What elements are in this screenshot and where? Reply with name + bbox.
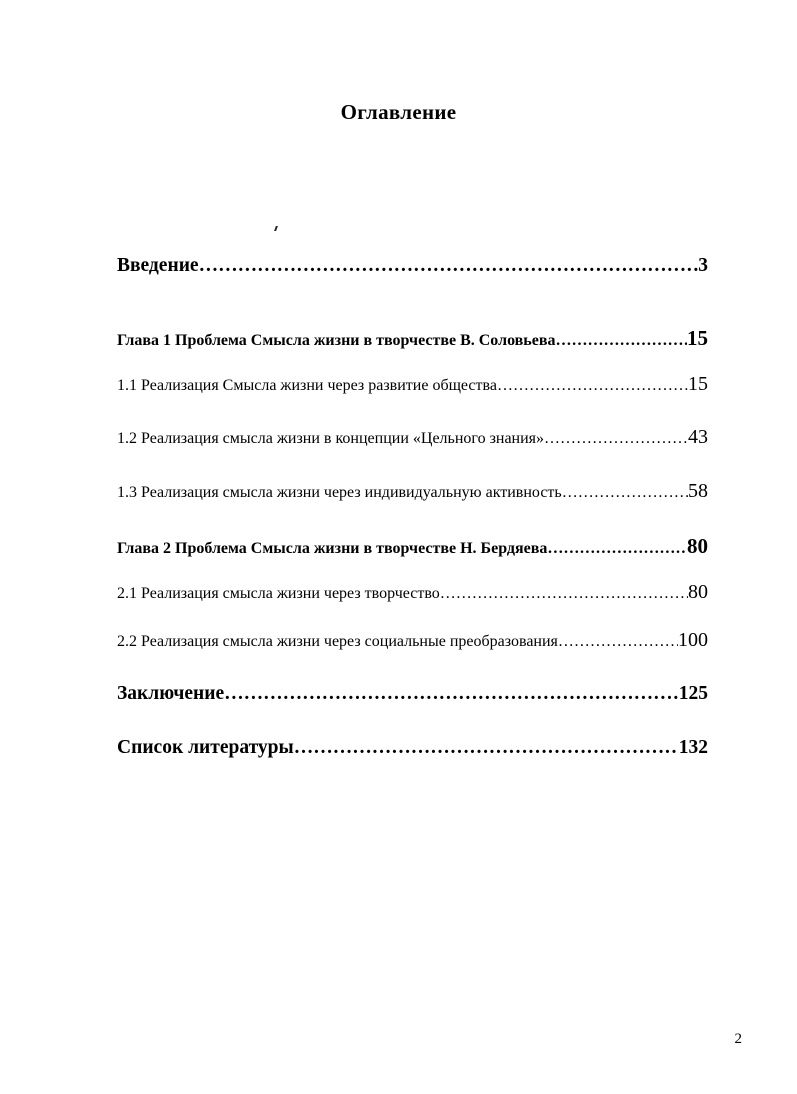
toc-entry-page: 132: [678, 737, 708, 758]
toc-entry-label: Глава 1 Проблема Смысла жизни в творчестве В. Соловьева: [117, 332, 556, 349]
toc-entry-page: 15: [688, 373, 708, 395]
page-title: Оглавление: [340, 100, 457, 124]
toc-entry-label: 2.1 Реализация смысла жизни через творчество: [117, 585, 440, 602]
toc-entry-label: 1.2 Реализация смысла жизни в концепции «Цельного знания»: [117, 430, 545, 447]
toc-entry-introduction: [117, 255, 708, 277]
dot-leader: [224, 683, 679, 705]
toc-entry-chapter-2: [117, 534, 708, 559]
toc-entry-page: 15: [687, 326, 708, 350]
toc-entry-page: 125: [678, 683, 708, 704]
toc-entry-page: 43: [688, 426, 708, 448]
toc-entry-section-1-1: [117, 373, 708, 396]
dot-leader: [562, 484, 688, 502]
toc-entry-bibliography: [117, 737, 708, 759]
toc-entry-label: Заключение: [117, 683, 225, 704]
toc-entry-conclusion: [117, 683, 708, 705]
toc-entry-label: 2.2 Реализация смысла жизни через социальные преобразования: [117, 633, 558, 650]
dot-leader: [199, 255, 699, 277]
toc-entry-label: Список литературы: [117, 737, 294, 758]
page-number: 2: [734, 1031, 742, 1047]
toc-entry-section-1-2: [117, 426, 708, 449]
scan-speck: [274, 226, 278, 231]
toc-entry-label: Введение: [117, 255, 199, 276]
toc-entry-page: 80: [688, 581, 708, 603]
toc-entry-section-2-2: [117, 629, 708, 652]
toc-entry-label: 1.3 Реализация смысла жизни через индивидуальную активность: [117, 484, 562, 501]
toc-entry-page: 58: [688, 480, 708, 502]
toc-entry-label: Глава 2 Проблема Смысла жизни в творчестве Н. Бердяева: [117, 540, 548, 557]
toc-entry-page: 100: [678, 629, 708, 651]
dot-leader: [544, 430, 688, 448]
dot-leader: [556, 332, 687, 350]
toc-entry-page: 80: [687, 534, 708, 558]
toc-entry-section-2-1: [117, 581, 708, 604]
toc-entry-chapter-1: [117, 326, 708, 351]
dot-leader: [547, 540, 687, 558]
toc-entry-label: 1.1 Реализация Смысла жизни через развитие общества: [117, 377, 497, 394]
dot-leader: [558, 633, 678, 651]
dot-leader: [294, 737, 679, 759]
dot-leader: [497, 377, 688, 395]
toc-entry-page: 3: [698, 255, 708, 276]
toc-entry-section-1-3: [117, 480, 708, 503]
dot-leader: [440, 585, 688, 603]
